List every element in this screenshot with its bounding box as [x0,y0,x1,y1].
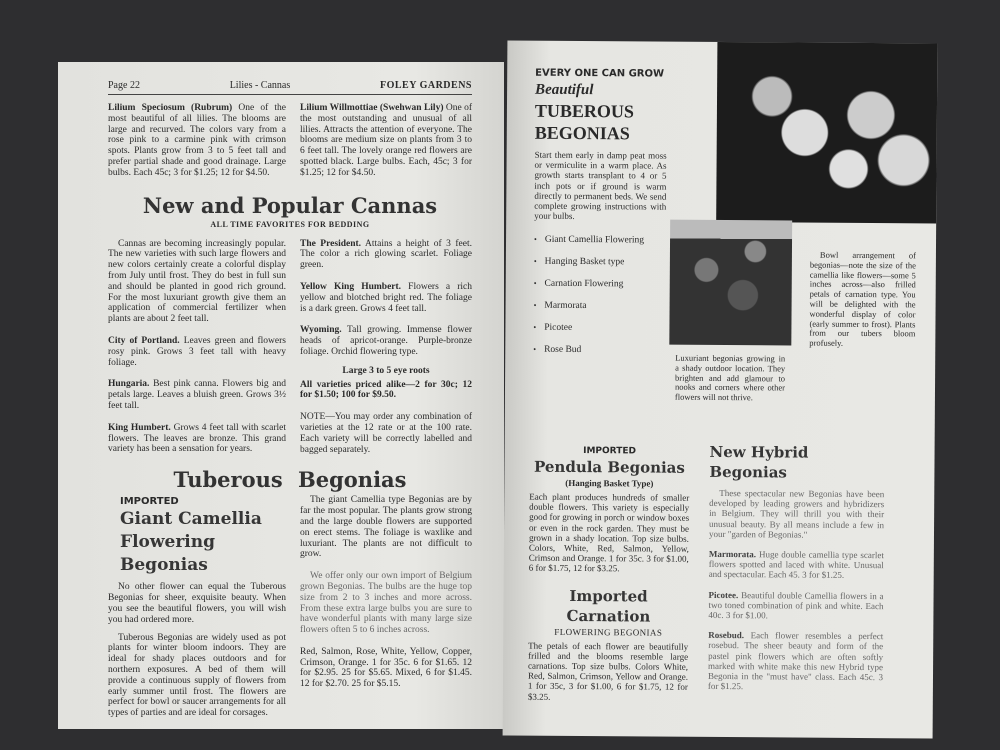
title-line1: TUBEROUS [534,100,635,122]
title-line2: BEGONIAS [534,122,630,144]
lily-speciosum [108,103,286,179]
type-item: • Picotee [533,317,665,340]
roots-price: All varieties priced alike—2 for 30c; 12 for $1.50; 100 for $9.50. [300,379,472,401]
camellia-paragraph: Tuberous Begonias are widely used as pot plants for winter bloom indoors. They are ideal for shady places outdoors and for northern exposures. A bed of them will provide a continuous supply of flowers from early summer until frost. The flowers are perfect for bowl or saucer arrangements for all types of parties and are ideal for corsages. [108,632,286,719]
lily-text: One of the most outstanding and unusual of all lilies. Attracts the attention of everyone. The blooms are medium size on plants from 3 to 6 feet tall. The lovely orange red flowers are spotted black. Large bulbs. Each, 45c; 3 for $1.25; 12 for $4.50. [300,103,473,178]
canna-item [300,239,472,271]
lily-willmottiae [300,103,472,179]
camellia-price: Red, Salmon, Rose, White, Yellow, Copper, Crimson, Orange. 1 for 35c. 6 for $1.65. 12 for $2.95. 25 for $5.65. Mixed, 6 for $1.45. 12 for $2.70. 25 for $5.15. [300,646,472,690]
camellia-title-line2: Flowering Begonias [120,532,215,576]
canna-item [300,325,472,357]
cannas-title: New and Popular Cannas [142,192,438,218]
pendula-text: Each plant produces hundreds of smaller double flowers. This variety is especially good for growing in porch or window boxes or even in the rock garden. They must be grown in a shady location. Top size bulbs. Colors, White, Red, Salmon, Yellow, Crimson and Orange. 1 for 35c. 3 for $1.00, 6 for $1.75, 12 for $3.25. [528,491,690,574]
right-page [503,41,938,739]
canna-name: Yellow King Humbert. [300,281,402,292]
camellia-left-column [108,495,286,719]
page-number: Page 22 [108,80,140,91]
canna-item [108,379,286,411]
outdoor-begonia-photo [669,220,792,346]
kicker: EVERY ONE CAN GROW [535,67,665,80]
type-item: • Rose Bud [533,339,665,362]
canna-item [108,336,286,368]
canna-name: King Humbert. [108,422,171,433]
type-item: • Carnation Flowering [534,273,666,296]
hybrid-title: New Hybrid Begonias [709,442,809,482]
canna-text: Tall growing. Immense flower heads of apricot-orange. Purple-bronze foliage. Orchid flowering type. [300,325,472,357]
bowl-caption: Bowl arrangement of begonias—note the size of the camellia like flowers—some 5 inches across—also frilled petals of carnation type. You will be delighted with the wonderful display of color (early summer to frost). Plants from our tubers bloom profusely. [809,249,916,349]
left-page [58,62,504,729]
hybrid-item [708,590,883,622]
canna-item [300,282,472,314]
camellia-title-line1: Giant Camellia [120,509,262,530]
roots-heading: Large 3 to 5 eye roots [342,365,430,376]
canna-name: City of Portland. [108,335,180,346]
lilies-row [108,103,472,179]
hybrid-name: Marmorata. [708,548,757,560]
order-note: NOTE—You may order any combination of varieties at the 12 rate or at the 100 rate. Each variety will be correctly labelled and bagged separately. [300,412,472,455]
camellia-row [108,495,472,719]
canna-text: Flowers a rich yellow and blotched bright red. The foliage is a dark green. Grows 4 feet tall. [300,281,472,314]
begonias-title: Tuberous Begonias [173,467,407,493]
lily-text: One of the most beautiful of all lilies. The blooms are large and recurved. The colors vary from a rose pink to a carmine pink with crimson spots. Plants grow from 3 to 5 feet tall and prefer partial shade and good drainage. Large bulbs. Each 45c; 3 for $1.25; 12 for $4.50. [108,103,286,178]
hybrid-item [708,630,883,692]
camellia-paragraph: The giant Camellia type Begonias are by far the most popular. The plants grow strong and the large double flowers are supported on erect stems. The foliage is waxlike and luxuriant. The plants are not difficult to grow. [300,495,472,560]
canna-text: Leaves green and flowers rosy pink. Grows 3 feet tall with heavy foliage. [108,335,286,368]
type-item: • Hanging Basket type [534,251,666,274]
imported-label: IMPORTED [120,496,179,508]
type-item: • Marmorata [534,295,666,318]
publisher-name: FOLEY GARDENS [380,80,472,91]
carnation-subtitle: FLOWERING BEGONIAS [554,626,663,638]
pendula-subtitle: (Hanging Basket Type) [565,477,654,489]
hybrid-name: Picotee. [708,589,739,600]
carnation-text: The petals of each flower are beautifully frilled and the blooms resemble large carnations. Top size bulbs. Colors White, Red, Salmon, Crimson, Yellow and Orange. 1 for 35c, 3 for $1.00, 6 for $1.75, 12 for $3.25. [527,640,689,702]
pendula-carnation-column [528,445,690,703]
cannas-right-column [300,239,472,456]
hybrid-text: Each flower resembles a perfect rosebud. The sheer beauty and form of the pastel pink flowers which are often softly marked with white make this new Hybrid type Begonia in the "must have" class. Each 45c. 3 for $1.25. [707,630,884,692]
intro-text: Start them early in damp peat moss or vermiculite in a warm place. As growth starts transplant to 4 or 5 inch pots or if ground is warm directly to permanent beds. We send complete growing instructions with your bulbs. [534,149,667,222]
canna-item [108,423,286,455]
hybrid-text: Beautiful double Camellia flowers in a two toned combination of pink and white. Each 40c. 3 for $1.00. [708,589,884,621]
canna-text: Best pink canna. Flowers big and petals large. Leaves a bluish green. Grows 3½ feet tall. [108,379,286,411]
cannas-row [108,239,472,456]
canna-text: Grows 4 feet tall with scarlet flowers. The leaves are bronze. This grand variety has been a sensation for years. [108,422,287,455]
intro-column [533,67,667,362]
lily-name: Lilium Speciosum (Rubrum) [108,103,233,113]
cannas-intro: Cannas are becoming increasingly popular. The new varieties with such large flowers and new colors certainly create a colorful display from July until frost. They do best in full sun and should be planted in good rich ground. For the most luxuriant growth give them an application of commercial fertilizer when plants are about 2 feet tall. [108,238,286,325]
hybrid-column [708,442,885,693]
cannas-left-column [108,239,286,456]
script-word: Beautiful [535,81,594,99]
camellia-paragraph: No other flower can equal the Tuberous Begonias for sheer, exquisite beauty. When you see the beautiful flowers, you will wish you had ordered more. [108,582,286,625]
hybrid-name: Rosebud. [708,630,745,641]
hybrid-intro: These spectacular new Begonias have been developed by leading growers and hybridizers in Belgium. They will thrill you with their unusual beauty. By all means include a few in your "garden of Begonias." [708,487,885,540]
section-title: Lilies - Cannas [229,80,291,91]
canna-text: Attains a height of 3 feet. The color a rich glowing scarlet. Foliage green. [300,238,472,271]
bowl-photo [716,42,937,224]
lily-name: Lilium Willmottiae (Swehwan Lily) [300,103,444,113]
begonia-types-list [533,229,666,362]
hybrid-item [709,549,884,581]
canna-name: The President. [300,238,362,249]
camellia-paragraph: We offer only our own import of Belgium grown Begonias. The bulbs are the huge top size from 2 to 3 inches and more across. From these extra large bulbs you are sure to have wonderful plants with many large size flowers often 5 to 6 inches across. [300,571,472,636]
carnation-title: Imported Carnation [566,586,651,626]
cannas-subtitle: ALL TIME FAVORITES FOR BEDDING [210,219,370,229]
type-item: • Giant Camellia Flowering [534,229,666,252]
hybrid-text: Huge double camellia type scarlet flowers spotted and laced with white. Unusual and spectacular. Each 45. 3 for $1.25. [708,549,884,581]
imported-label: IMPORTED [583,446,637,457]
canna-name: Wyoming. [300,325,342,336]
outdoor-caption: Luxuriant begonias growing in a shady outdoor location. They brighten and add glamour to nooks and corners where other flowers will not thrive. [674,352,786,403]
camellia-right-column [300,495,472,719]
canna-name: Hungaria. [108,379,150,390]
page-header [108,80,472,95]
pendula-title: Pendula Begonias [533,457,685,477]
